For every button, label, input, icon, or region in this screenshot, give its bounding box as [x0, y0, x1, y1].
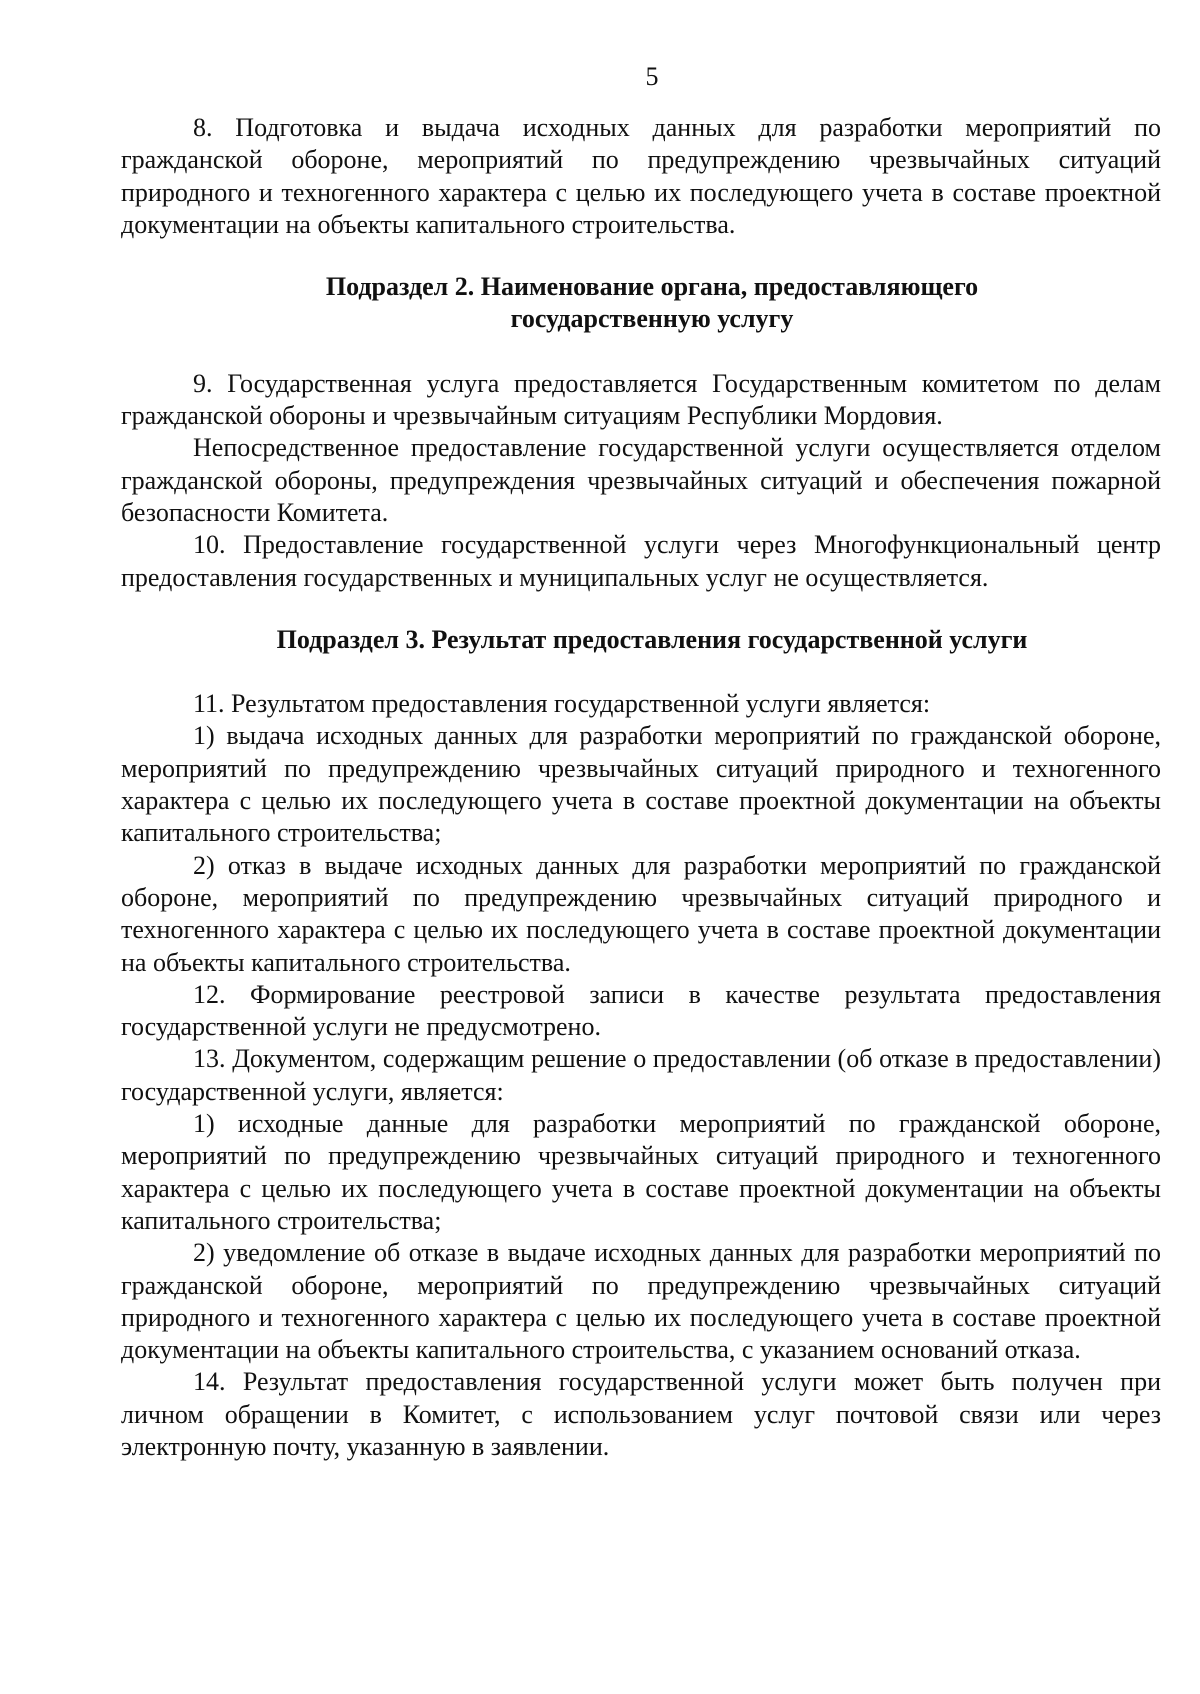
paragraph-11-item-2: 2) отказ в выдаче исходных данных для разработки мероприятий по гражданской обороне, мероприятий по предупреждению чрезвычайных ситуаций природного и техногенного характера с целью их последующего учета в составе проектной документации на объекты капитального строительства.	[121, 850, 1161, 977]
subsection-2-heading-line-2: государственную услугу	[510, 304, 794, 334]
subsection-3-heading	[121, 624, 1161, 656]
paragraph-9-continued: Непосредственное предоставление государственной услуги осуществляется отделом гражданской обороны, предупреждения чрезвычайных ситуаций и обеспечения пожарной безопасности Комитета.	[121, 433, 1161, 527]
paragraph-14: 14. Результат предоставления государственной услуги может быть получен при личном обращении в Комитет, с использованием услуг почтовой связи или через электронную почту, указанную в заявлении.	[121, 1367, 1161, 1461]
subsection-2-heading-line-1: Подраздел 2. Наименование органа, предоставляющего	[325, 272, 979, 302]
paragraph-8: 8. Подготовка и выдача исходных данных для разработки мероприятий по гражданской обороне, мероприятий по предупреждению чрезвычайных ситуаций природного и техногенного характера с целью их последующего учета в составе проектной документации на объекты капитального строительства.	[121, 113, 1161, 239]
page-number: 5	[645, 62, 659, 91]
paragraph-12: 12. Формирование реестровой записи в качестве результата предоставления государственной услуги не предусмотрено.	[121, 979, 1161, 1042]
paragraph-13-item-1: 1) исходные данные для разработки мероприятий по гражданской обороне, мероприятий по предупреждению чрезвычайных ситуаций природного и техногенного характера с целью их последующего учета в составе проектной документации на объекты капитального строительства;	[121, 1109, 1161, 1235]
paragraph-11-item-1: 1) выдача исходных данных для разработки мероприятий по гражданской обороне, мероприятий по предупреждению чрезвычайных ситуаций природного и техногенного характера с целью их последующего учета в составе проектной документации на объекты капитального строительства;	[121, 721, 1161, 848]
paragraph-11: 11. Результатом предоставления государственной услуги является:	[193, 689, 931, 719]
paragraph-13: 13. Документом, содержащим решение о предоставлении (об отказе в предоставлении) государственной услуги, является:	[121, 1044, 1161, 1106]
paragraph-10: 10. Предоставление государственной услуги через Многофункциональный центр предоставления государственных и муниципальных услуг не осуществляется.	[121, 530, 1161, 592]
paragraph-13-item-2: 2) уведомление об отказе в выдаче исходных данных для разработки мероприятий по гражданской обороне, мероприятий по предупреждению чрезвычайных ситуаций природного и техногенного характера с целью их последующего учета в составе проектной документации на объекты капитального строительства, с указанием оснований отказа.	[121, 1238, 1161, 1365]
subsection-2-heading	[121, 271, 1161, 336]
subsection-3-heading-line-1: Подраздел 3. Результат предоставления государственной услуги	[276, 624, 1028, 654]
paragraph-9: 9. Государственная услуга предоставляется Государственным комитетом по делам гражданской обороны и чрезвычайным ситуациям Республики Мордовия.	[121, 368, 1161, 431]
document-page	[121, 62, 1161, 1463]
